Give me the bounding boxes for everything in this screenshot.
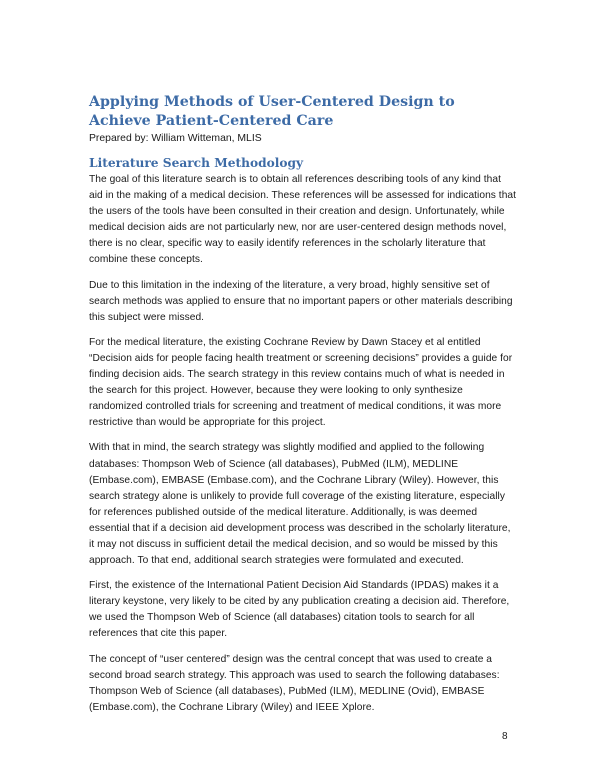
paragraph-3: For the medical literature, the existing Cochrane Review by Dawn Stacey et al entitled “Decision aids for people facing health treatment or screening decisions” provides a guide for finding decision aids. The search strategy in this review contains much of what is needed in the search for this project. However, because they were looking to only synthesize randomized controlled trials for screening and treatment of medical conditions, it was more restrictive than would be appropriate for this project. bbox=[89, 336, 513, 429]
section-heading: Literature Search Methodology bbox=[89, 156, 304, 170]
page-content bbox=[89, 93, 517, 725]
page-number: 8 bbox=[502, 731, 508, 742]
paragraph-1: The goal of this literature search is to obtain all references describing tools of any kind that aid in the making of a medical decision. These references will be assessed for indications that the users of the tools have been consulted in their creation and design. Unfortunately, while medical decision aids are not particularly new, nor are user-centered design methods novel, there is no clear, specific way to easily identify references in the scholarly literature that combine these concepts. bbox=[89, 174, 517, 266]
document-title: Applying Methods of User-Centered Design to Achieve Patient-Centered Care bbox=[89, 94, 455, 129]
paragraph-5: First, the existence of the International Patient Decision Aid Standards (IPDAS) makes it a literary keystone, very likely to be cited by any publication creating a decision aid. Therefore, we used the Thompson Web of Science (all databases) citation tools to search for all references that cite this paper. bbox=[89, 580, 510, 640]
author-line: Prepared by: William Witteman, MLIS bbox=[89, 133, 262, 144]
paragraph-2: Due to this limitation in the indexing of the literature, a very broad, highly sensitive set of search methods was applied to ensure that no important papers or other materials describing this subject were missed. bbox=[89, 279, 513, 323]
paragraph-4: With that in mind, the search strategy was slightly modified and applied to the following databases: Thompson Web of Science (all databases), PubMed (ILM), MEDLINE (Embase.com), EMBASE (Embase.com), and the Cochrane Library (Wiley). However, this search strategy alone is unlikely to provide full coverage of the existing literature, especially for references published outside of the medical literature. Additionally, is was deemed essential that if a decision aid development process was described in the scholarly literature, it may not discuss in sufficient detail the medical decision, and so would be missed by this approach. To that end, additional search strategies were formulated and executed. bbox=[89, 442, 511, 567]
paragraph-6: The concept of “user centered” design was the central concept that was used to create a second broad search strategy. This approach was used to search the following databases: Thompson Web of Science (all databases), PubMed (ILM), MEDLINE (Ovid), EMBASE (Embase.com), the Cochrane Library (Wiley) and IEEE Xplore. bbox=[89, 653, 500, 713]
